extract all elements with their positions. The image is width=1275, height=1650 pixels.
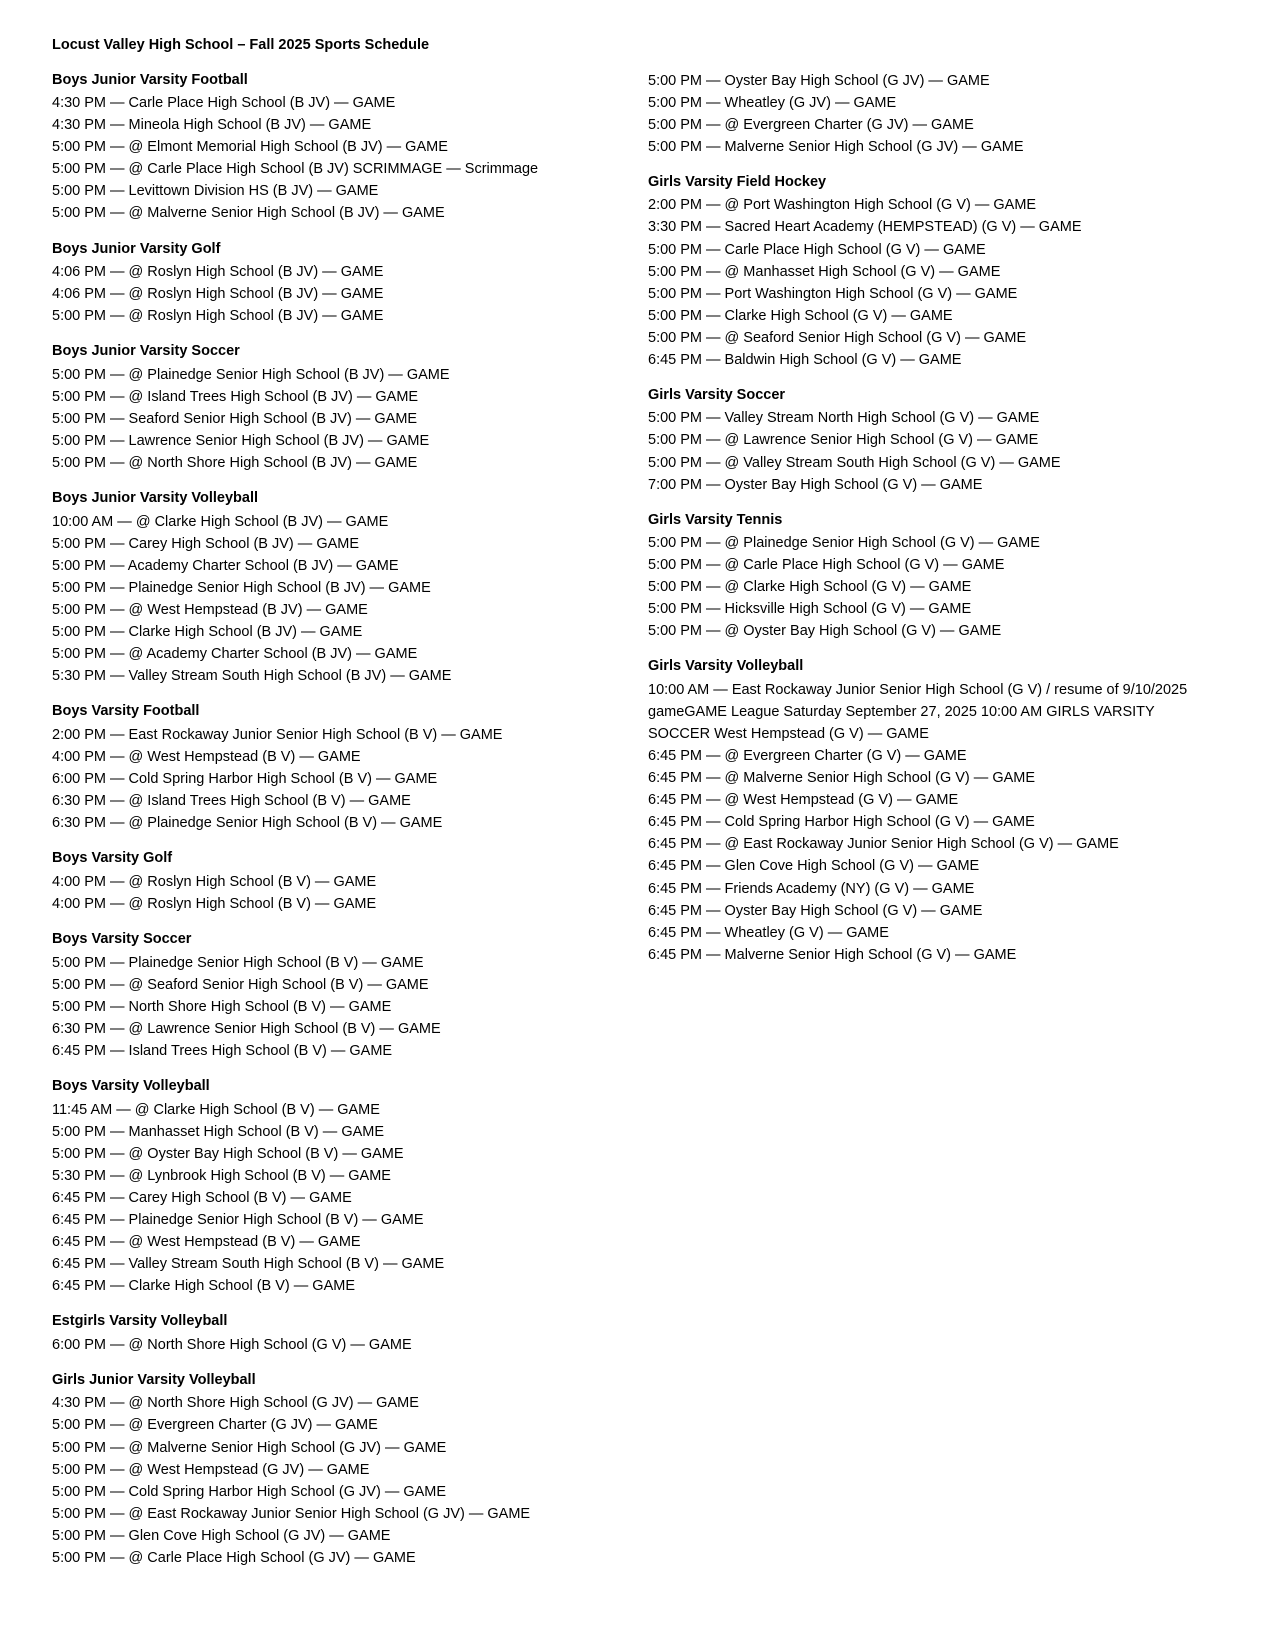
schedule-event: 5:00 PM — @ Carle Place High School (G V) — GAME [648, 557, 1005, 574]
schedule-event: 4:06 PM — @ Roslyn High School (B JV) — GAME [52, 286, 384, 303]
sport-section [648, 70, 1208, 158]
schedule-event: 5:00 PM — Malverne Senior High School (G JV) — GAME [648, 138, 1024, 155]
sport-section [648, 385, 1208, 496]
schedule-event: 6:45 PM — @ East Rockaway Junior Senior High School (G V) — GAME [648, 836, 1119, 853]
schedule-event: 6:45 PM — Cold Spring Harbor High School (G V) — GAME [648, 814, 1035, 831]
schedule-event: 5:00 PM — Oyster Bay High School (G JV) — GAME [648, 72, 990, 89]
sport-section-title: Girls Varsity Volleyball [648, 658, 804, 675]
sport-section-title: Girls Varsity Soccer [648, 386, 786, 403]
schedule-event: 10:00 AM — @ Clarke High School (B JV) — GAME [52, 514, 389, 530]
schedule-event: 7:00 PM — Oyster Bay High School (G V) — GAME [648, 476, 983, 493]
schedule-event: 6:45 PM — @ West Hempstead (G V) — GAME [648, 792, 959, 809]
schedule-event: 5:00 PM — @ Seaford Senior High School (B V) — GAME [52, 976, 429, 993]
schedule-event: 5:00 PM — @ Carle Place High School (G JV) — GAME [52, 1549, 416, 1566]
schedule-event: 6:00 PM — Cold Spring Harbor High School (B V) — GAME [52, 771, 438, 788]
sport-section [52, 929, 612, 1062]
schedule-event: 6:30 PM — @ Island Trees High School (B V) — GAME [52, 793, 411, 810]
schedule-event: 6:45 PM — Clarke High School (B V) — GAME [52, 1277, 355, 1294]
schedule-event: 6:45 PM — Carey High School (B V) — GAME [52, 1189, 352, 1206]
schedule-event: 5:00 PM — @ Manhasset High School (G V) — GAME [648, 263, 1001, 280]
schedule-event: 10:00 AM — East Rockaway Junior Senior High School (G V) / resume of 9/10/2025 gameGAME League Saturday September 27, 2025 10:00 AM GIRLS VARSITY SOCCER West Hempstead (G V) — GAME [648, 682, 1192, 743]
schedule-event: 6:45 PM — Friends Academy (NY) (G V) — GAME [648, 880, 975, 897]
schedule-event: 5:00 PM — @ Evergreen Charter (G JV) — GAME [52, 1417, 378, 1434]
schedule-event: 6:45 PM — @ Evergreen Charter (G V) — GAME [648, 748, 967, 765]
sport-section [52, 488, 612, 687]
schedule-event: 4:00 PM — @ West Hempstead (B V) — GAME [52, 749, 361, 766]
schedule-event: 6:45 PM — Baldwin High School (G V) — GAME [648, 351, 962, 368]
schedule-event: 5:00 PM — @ Island Trees High School (B JV) — GAME [52, 389, 419, 406]
schedule-event: 4:30 PM — @ North Shore High School (G JV) — GAME [52, 1395, 419, 1412]
schedule-event: 5:00 PM — Glen Cove High School (G JV) — GAME [52, 1527, 391, 1544]
schedule-event: 5:00 PM — Hicksville High School (G V) — GAME [648, 601, 972, 618]
schedule-event: 5:00 PM — Plainedge Senior High School (B V) — GAME [52, 954, 424, 971]
schedule-event: 5:30 PM — Valley Stream South High School (B JV) — GAME [52, 668, 452, 685]
schedule-event: 5:00 PM — Manhasset High School (B V) — GAME [52, 1123, 385, 1140]
sport-section-title: Boys Junior Varsity Volleyball [52, 490, 259, 507]
sport-section-title: Boys Varsity Volleyball [52, 1077, 210, 1094]
schedule-event: 5:00 PM — Lawrence Senior High School (B JV) — GAME [52, 433, 430, 450]
sport-section [52, 1370, 612, 1569]
schedule-event: 5:00 PM — @ Roslyn High School (B JV) — GAME [52, 308, 384, 325]
schedule-event: 6:45 PM — Wheatley (G V) — GAME [648, 924, 889, 941]
page-title: Locust Valley High School – Fall 2025 Sports Schedule [52, 37, 430, 53]
schedule-event: 6:30 PM — @ Lawrence Senior High School (B V) — GAME [52, 1020, 441, 1037]
schedule-event: 4:30 PM — Carle Place High School (B JV) — GAME [52, 95, 396, 112]
schedule-event: 5:00 PM — Clarke High School (B JV) — GAME [52, 624, 363, 641]
schedule-event: 5:00 PM — Academy Charter School (B JV) — GAME [52, 558, 399, 575]
schedule-event: 6:45 PM — @ West Hempstead (B V) — GAME [52, 1233, 361, 1250]
sport-section [52, 1311, 612, 1356]
sport-section-title: Boys Junior Varsity Soccer [52, 343, 240, 360]
schedule-event: 5:00 PM — @ Evergreen Charter (G JV) — GAME [648, 116, 974, 133]
schedule-event: 4:00 PM — @ Roslyn High School (B V) — GAME [52, 895, 377, 912]
sport-section-title: Boys Junior Varsity Football [52, 71, 248, 88]
sport-section-title: Estgirls Varsity Volleyball [52, 1312, 228, 1329]
sport-section [52, 70, 612, 225]
schedule-event: 4:06 PM — @ Roslyn High School (B JV) — GAME [52, 264, 384, 281]
schedule-event: 6:30 PM — @ Plainedge Senior High School (B V) — GAME [52, 815, 443, 832]
schedule-event: 5:00 PM — @ West Hempstead (B JV) — GAME [52, 602, 368, 619]
schedule-event: 5:00 PM — Cold Spring Harbor High School (G JV) — GAME [52, 1483, 447, 1500]
schedule-event: 5:00 PM — Carle Place High School (G V) — GAME [648, 241, 986, 258]
schedule-event: 5:00 PM — @ Clarke High School (G V) — GAME [648, 579, 972, 596]
schedule-event: 5:00 PM — Carey High School (B JV) — GAME [52, 536, 360, 553]
schedule-event: 5:00 PM — Valley Stream North High School (G V) — GAME [648, 410, 1040, 427]
schedule-event: 6:45 PM — Valley Stream South High School (B V) — GAME [52, 1255, 445, 1272]
schedule-event: 5:00 PM — @ North Shore High School (B JV) — GAME [52, 455, 418, 472]
schedule-event: 6:45 PM — Malverne Senior High School (G V) — GAME [648, 946, 1017, 963]
left-column [52, 70, 612, 1583]
schedule-event: 5:00 PM — North Shore High School (B V) — GAME [52, 998, 392, 1015]
schedule-event: 5:00 PM — @ Carle Place High School (B JV) SCRIMMAGE — Scrimmage [52, 161, 539, 178]
sport-section-title: Girls Varsity Field Hockey [648, 173, 827, 190]
schedule-event: 4:00 PM — @ Roslyn High School (B V) — GAME [52, 873, 377, 890]
schedule-event: 5:00 PM — @ Academy Charter School (B JV) — GAME [52, 646, 418, 663]
schedule-event: 5:00 PM — @ Malverne Senior High School (B JV) — GAME [52, 205, 445, 222]
schedule-event: 5:00 PM — Seaford Senior High School (B JV) — GAME [52, 411, 418, 428]
schedule-event: 5:00 PM — @ Seaford Senior High School (G V) — GAME [648, 329, 1027, 346]
sport-section [52, 239, 612, 328]
schedule-event: 5:00 PM — @ Lawrence Senior High School (G V) — GAME [648, 432, 1039, 449]
sport-section [52, 848, 612, 915]
sport-section [648, 656, 1208, 965]
sport-section-title: Boys Junior Varsity Golf [52, 240, 221, 257]
sport-section-title: Boys Varsity Soccer [52, 930, 192, 947]
columns-container [52, 70, 1219, 1583]
sport-section [648, 172, 1208, 371]
sport-section-title: Boys Varsity Golf [52, 850, 173, 867]
sport-section-title: Girls Junior Varsity Volleyball [52, 1371, 256, 1388]
schedule-event: 2:00 PM — East Rockaway Junior Senior High School (B V) — GAME [52, 727, 503, 743]
schedule-event: 5:00 PM — @ Oyster Bay High School (G V) — GAME [648, 623, 1002, 640]
sport-section [648, 510, 1208, 643]
schedule-event: 5:00 PM — @ Malverne Senior High School (G JV) — GAME [52, 1439, 447, 1456]
sport-section [52, 701, 612, 834]
schedule-event: 5:00 PM — Plainedge Senior High School (B JV) — GAME [52, 580, 431, 597]
schedule-event: 5:00 PM — Levittown Division HS (B JV) — GAME [52, 183, 379, 200]
schedule-event: 4:30 PM — Mineola High School (B JV) — GAME [52, 117, 372, 134]
schedule-event: 3:30 PM — Sacred Heart Academy (HEMPSTEAD) (G V) — GAME [648, 219, 1082, 236]
schedule-event: 5:00 PM — Clarke High School (G V) — GAME [648, 307, 953, 324]
schedule-event: 5:00 PM — @ Plainedge Senior High School (B JV) — GAME [52, 367, 450, 384]
schedule-event: 5:00 PM — @ Plainedge Senior High School (G V) — GAME [648, 535, 1040, 552]
sport-section-title: Boys Varsity Football [52, 703, 200, 720]
sport-section [52, 341, 612, 474]
schedule-event: 5:00 PM — @ Oyster Bay High School (B V) — GAME [52, 1145, 404, 1162]
schedule-event: 5:00 PM — Port Washington High School (G V) — GAME [648, 285, 1018, 302]
schedule-event: 6:00 PM — @ North Shore High School (G V) — GAME [52, 1336, 412, 1353]
schedule-event: 5:00 PM — @ Elmont Memorial High School (B JV) — GAME [52, 139, 448, 156]
schedule-event: 6:45 PM — @ Malverne Senior High School (G V) — GAME [648, 770, 1036, 787]
schedule-event: 11:45 AM — @ Clarke High School (B V) — GAME [52, 1101, 380, 1118]
schedule-event: 2:00 PM — @ Port Washington High School (G V) — GAME [648, 197, 1037, 214]
schedule-event: 6:45 PM — Glen Cove High School (G V) — GAME [648, 858, 980, 875]
sport-section [52, 1076, 612, 1297]
schedule-event: 5:30 PM — @ Lynbrook High School (B V) — GAME [52, 1167, 391, 1184]
schedule-event: 6:45 PM — Island Trees High School (B V) — GAME [52, 1042, 393, 1059]
schedule-event: 5:00 PM — @ East Rockaway Junior Senior High School (G JV) — GAME [52, 1505, 531, 1522]
schedule-event: 5:00 PM — @ Valley Stream South High School (G V) — GAME [648, 454, 1061, 471]
schedule-event: 6:45 PM — Oyster Bay High School (G V) — GAME [648, 902, 983, 919]
sport-section-title: Girls Varsity Tennis [648, 511, 783, 528]
schedule-event: 5:00 PM — Wheatley (G JV) — GAME [648, 94, 897, 111]
schedule-event: 5:00 PM — @ West Hempstead (G JV) — GAME [52, 1461, 370, 1478]
schedule-event: 6:45 PM — Plainedge Senior High School (B V) — GAME [52, 1211, 424, 1228]
right-column [648, 70, 1208, 980]
